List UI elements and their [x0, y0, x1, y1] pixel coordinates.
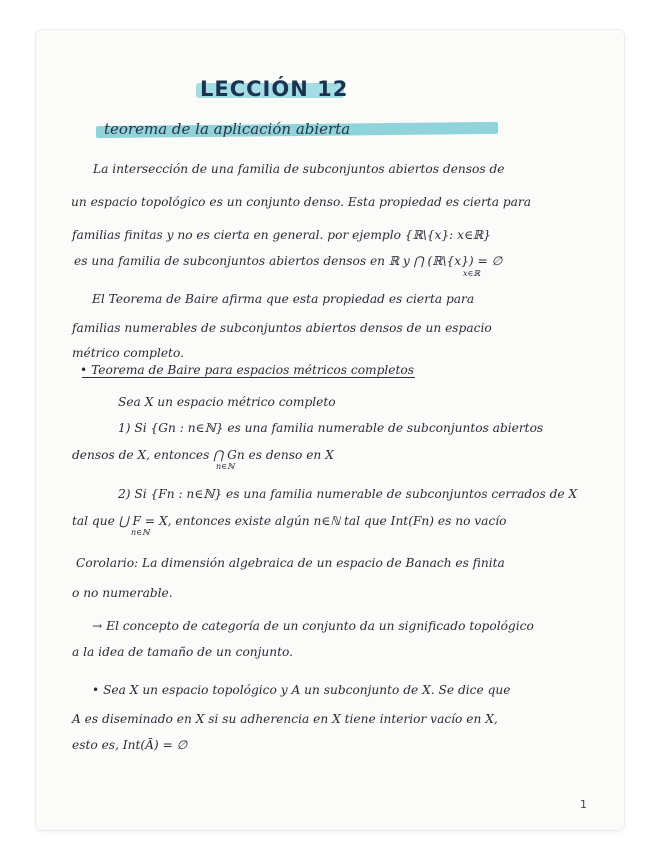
- text-line: a la idea de tamaño de un conjunto.: [72, 645, 294, 659]
- page-number: 1: [580, 798, 587, 811]
- text-line: un espacio topológico es un conjunto denso. Esta propiedad es cierta para: [71, 195, 532, 209]
- page-title: LECCIÓN 12: [200, 77, 349, 101]
- text-line: métrico completo.: [72, 346, 184, 360]
- text-line: • Sea X un espacio topológico y A un subconjunto de X. Se dice que: [92, 683, 511, 697]
- text-line: familias finitas y no es cierta en general. por ejemplo {ℝ\{x}: x∈ℝ}: [72, 228, 491, 242]
- heading-underline: [82, 377, 415, 378]
- page-subtitle: teorema de la aplicación abierta: [104, 120, 351, 138]
- subscript-x-in-r: x∈ℝ: [463, 269, 481, 278]
- subscript-n-in-n: n∈ℕ: [216, 462, 235, 471]
- text-line: o no numerable.: [72, 586, 173, 600]
- text-line: 2) Si {Fn : n∈ℕ} es una familia numerable de subconjuntos cerrados de X: [118, 487, 578, 501]
- text-line: Sea X un espacio métrico completo: [118, 395, 336, 409]
- text-line: A es diseminado en X si su adherencia en X tiene interior vacío en X,: [72, 712, 498, 726]
- section-heading: • Teorema de Baire para espacios métricos completos: [80, 363, 415, 377]
- text-line: → El concepto de categoría de un conjunto da un significado topológico: [92, 619, 534, 633]
- text-line: 1) Si {Gn : n∈ℕ} es una familia numerable de subconjuntos abiertos: [118, 421, 544, 435]
- text-line: densos de X, entonces ⋂ Gn es denso en X: [72, 448, 334, 462]
- text-line: El Teorema de Baire afirma que esta propiedad es cierta para: [92, 292, 475, 306]
- text-line: Corolario: La dimensión algebraica de un espacio de Banach es finita: [76, 556, 505, 570]
- subscript-n-in-n: n∈ℕ: [131, 528, 150, 537]
- text-line: es una familia de subconjuntos abiertos densos en ℝ y ⋂ (ℝ\{x}) = ∅: [74, 254, 503, 268]
- text-line: La intersección de una familia de subconjuntos abiertos densos de: [93, 162, 505, 176]
- text-line: familias numerables de subconjuntos abiertos densos de un espacio: [72, 321, 492, 335]
- text-line: esto es, Int(Ā) = ∅: [72, 738, 188, 752]
- text-line: tal que ⋃ F = X, entonces existe algún n∈ℕ tal que Int(Fn) es no vacío: [72, 514, 507, 528]
